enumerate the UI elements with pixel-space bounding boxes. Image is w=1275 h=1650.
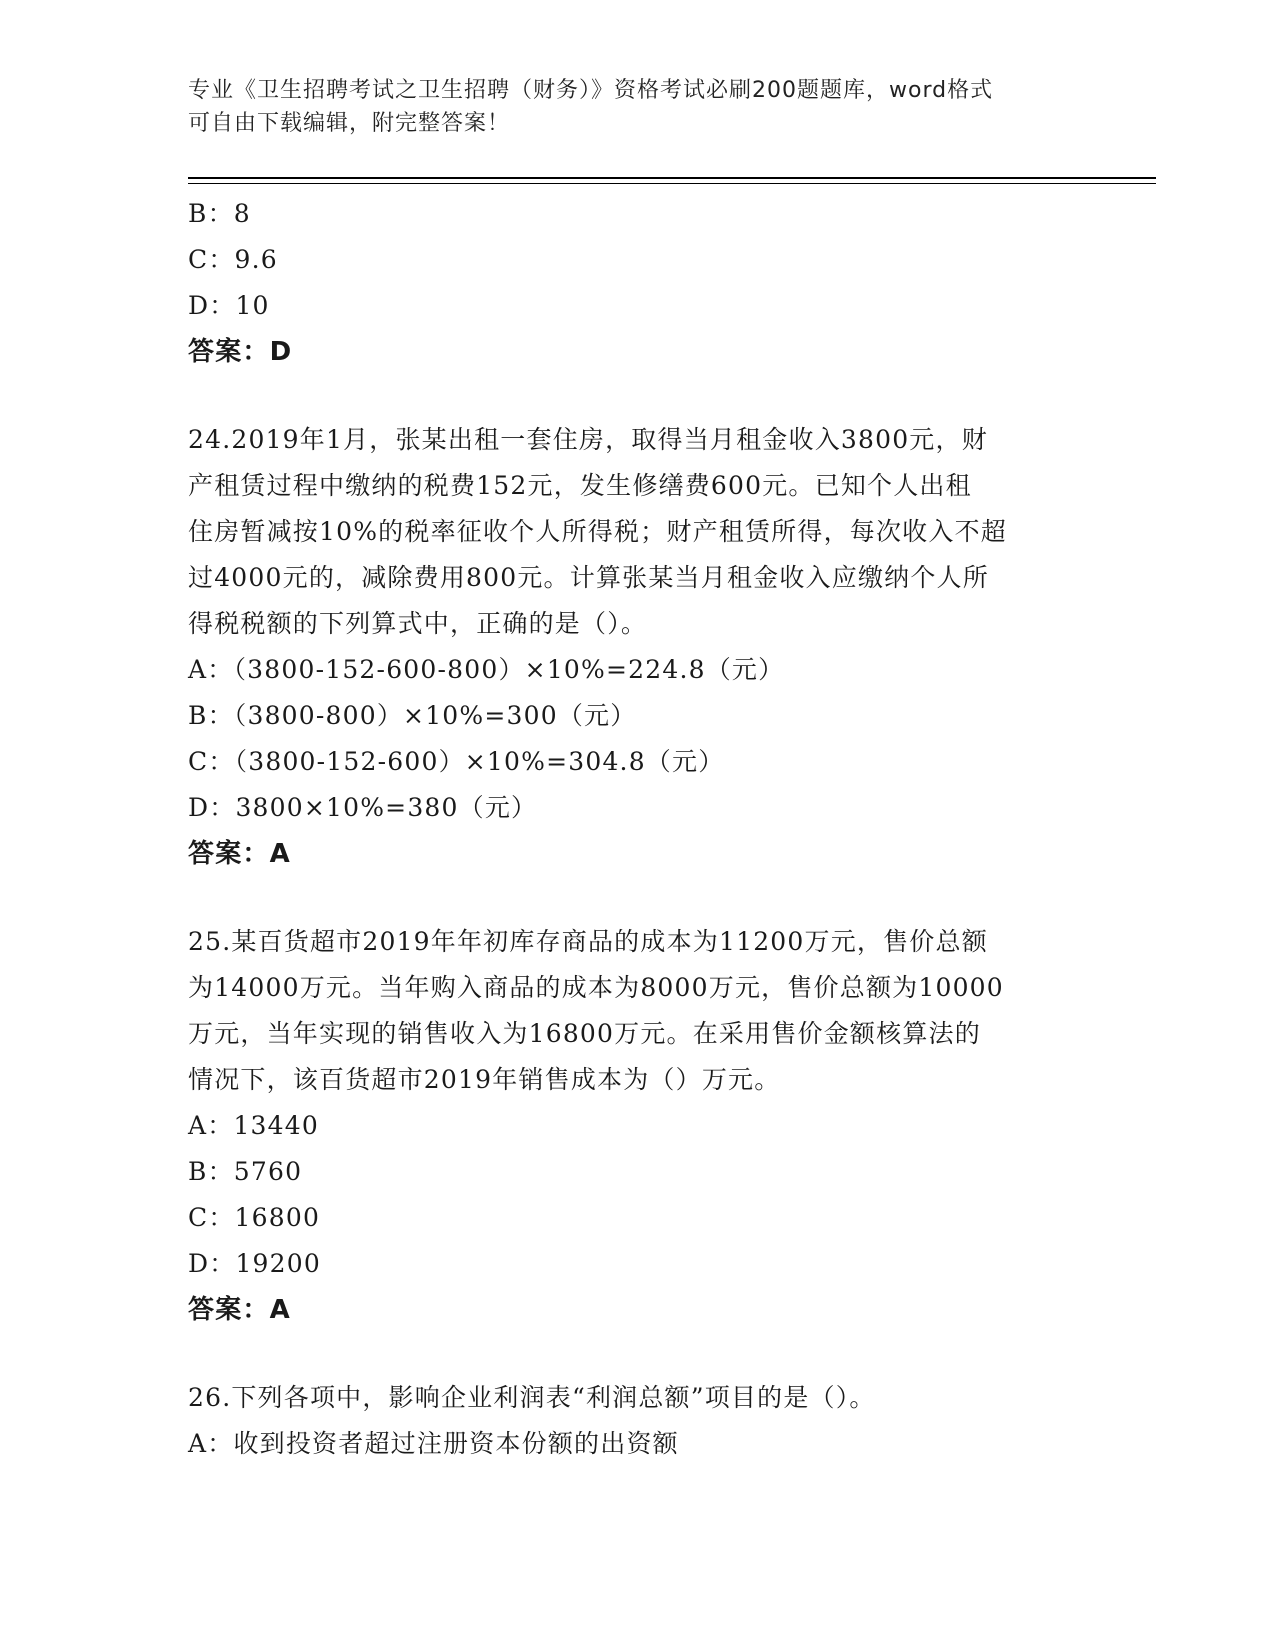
question-26 bbox=[188, 1375, 1088, 1467]
q25-option-d: D：19200 bbox=[188, 1249, 321, 1278]
q24-stem-line-2: 产租赁过程中缴纳的税费152元，发生修缮费600元。已知个人出租 bbox=[188, 471, 972, 500]
q25-stem-line-4: 情况下，该百货超市2019年销售成本为（）万元。 bbox=[188, 1065, 781, 1094]
q24-option-b: B：（3800-800）×10%=300（元） bbox=[188, 701, 637, 730]
q23-option-c: C：9.6 bbox=[188, 245, 278, 274]
q24-answer: 答案：A bbox=[188, 839, 291, 869]
q24-option-d: D：3800×10%=380（元） bbox=[188, 793, 538, 822]
q26-stem-line-1: 26.下列各项中，影响企业利润表“利润总额”项目的是（）。 bbox=[188, 1383, 876, 1412]
q24-stem-line-3: 住房暂减按10%的税率征收个人所得税；财产租赁所得，每次收入不超 bbox=[188, 517, 1007, 546]
document-header bbox=[188, 74, 1088, 140]
q24-option-c: C：（3800-152-600）×10%=304.8（元） bbox=[188, 747, 725, 776]
header-line-2: 可自由下载编辑，附完整答案！ bbox=[188, 111, 511, 136]
q23-option-d: D：10 bbox=[188, 291, 270, 320]
header-divider-thick bbox=[188, 177, 1156, 179]
header-line-1: 专业《卫生招聘考试之卫生招聘（财务）》资格考试必刷200题题库，word格式 bbox=[188, 78, 994, 103]
q23-answer: 答案：D bbox=[188, 337, 293, 367]
q25-option-b: B：5760 bbox=[188, 1157, 303, 1186]
question-23 bbox=[188, 191, 1088, 375]
q24-option-a: A：（3800-152-600-800）×10%=224.8（元） bbox=[188, 655, 785, 684]
header-divider-thin bbox=[188, 183, 1156, 184]
q25-stem-line-1: 25.某百货超市2019年年初库存商品的成本为11200万元，售价总额 bbox=[188, 927, 988, 956]
q24-stem-line-5: 得税税额的下列算式中，正确的是（）。 bbox=[188, 609, 648, 638]
q25-option-a: A：13440 bbox=[188, 1111, 319, 1140]
q25-answer: 答案：A bbox=[188, 1295, 291, 1325]
question-25 bbox=[188, 919, 1088, 1333]
q25-stem-line-2: 为14000万元。当年购入商品的成本为8000万元，售价总额为10000 bbox=[188, 973, 1004, 1002]
q25-stem-line-3: 万元，当年实现的销售收入为16800万元。在采用售价金额核算法的 bbox=[188, 1019, 981, 1048]
q26-option-a: A：收到投资者超过注册资本份额的出资额 bbox=[188, 1429, 679, 1458]
q23-option-b: B：8 bbox=[188, 199, 251, 228]
q25-option-c: C：16800 bbox=[188, 1203, 321, 1232]
question-24 bbox=[188, 417, 1088, 877]
document-body bbox=[188, 191, 1088, 1467]
q24-stem-line-1: 24.2019年1月，张某出租一套住房，取得当月租金收入3800元，财 bbox=[188, 425, 988, 454]
q24-stem-line-4: 过4000元的，减除费用800元。计算张某当月租金收入应缴纳个人所 bbox=[188, 563, 989, 592]
